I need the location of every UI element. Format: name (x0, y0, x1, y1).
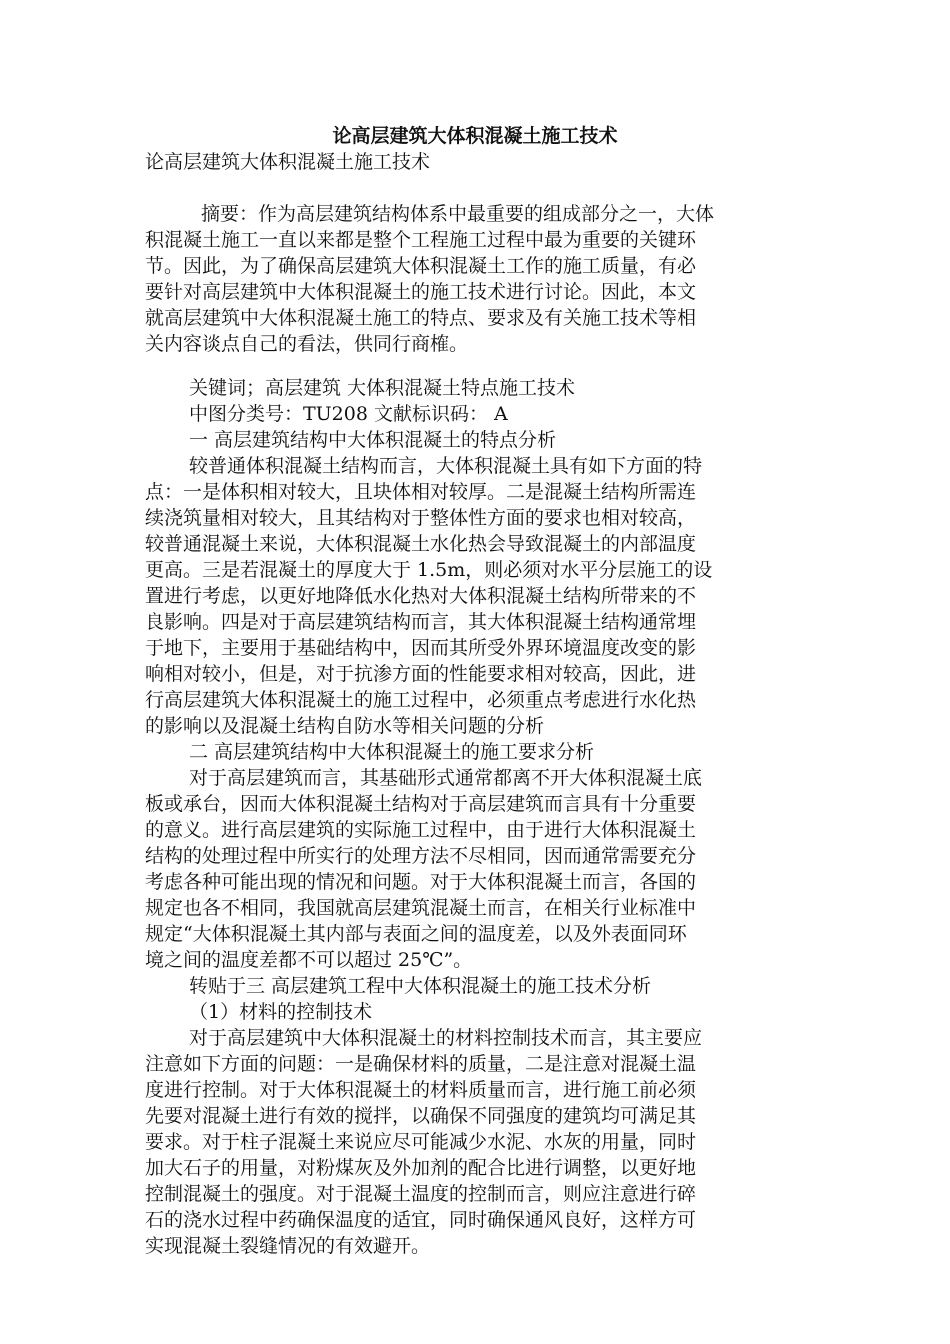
paragraph-line: 石的浇水过程中药确保温度的适宜，同时确保通风良好，这样方可 (145, 1209, 697, 1231)
abstract-line: 要针对高层建筑中大体积混凝土的施工技术进行讨论。因此，本文 (145, 281, 697, 303)
paragraph-line: 于地下，主要用于基础结构中，因而其所受外界环境温度改变的影 (145, 637, 697, 659)
paragraph-line: 对于高层建筑而言，其基础形式通常都离不开大体积混凝土底 (189, 767, 703, 789)
paragraph-line: 规定也各不相同，我国就高层建筑混凝土而言，在相关行业标准中 (145, 897, 697, 919)
paragraph-line: 的影响以及混凝土结构自防水等相关问题的分析 (145, 715, 545, 737)
paragraph-line: 结构的处理过程中所实行的处理方法不尽相同，因而通常需要充分 (145, 845, 697, 867)
paragraph-line: 续浇筑量相对较大，且其结构对于整体性方面的要求也相对较高， (145, 507, 697, 529)
paragraph-line: 较普通混凝土来说，大体积混凝土水化热会导致混凝土的内部温度 (145, 533, 697, 555)
section-heading: 一 高层建筑结构中大体积混凝土的特点分析 (189, 429, 557, 451)
paragraph-line: 加大石子的用量，对粉煤灰及外加剂的配合比进行调整，以更好地 (145, 1157, 697, 1179)
section-heading: 二 高层建筑结构中大体积混凝土的施工要求分析 (189, 741, 595, 763)
paragraph-line: 行高层建筑大体积混凝土的施工过程中，必须重点考虑进行水化热 (145, 689, 697, 711)
paragraph-line: 要求。对于柱子混凝土来说应尽可能减少水泥、水灰的用量，同时 (145, 1131, 697, 1153)
keywords-line: 关键词；高层建筑 大体积混凝土特点施工技术 (189, 377, 576, 399)
abstract-line: 积混凝土施工一直以来都是整个工程施工过程中最为重要的关键环 (145, 229, 697, 251)
paragraph-line: 板或承台，因而大体积混凝土结构对于高层建筑而言具有十分重要 (145, 793, 697, 815)
paragraph-line: 更高。三是若混凝土的厚度大于 1.5m，则必须对水平分层施工的设 (145, 559, 713, 581)
paragraph-line: 控制混凝土的强度。对于混凝土温度的控制而言，则应注意进行碎 (145, 1183, 697, 1205)
paragraph-line: 注意如下方面的问题：一是确保材料的质量，二是注意对混凝土温 (145, 1053, 697, 1075)
abstract-line: 关内容谈点自己的看法，供同行商榷。 (145, 333, 469, 355)
paragraph-line: 考虑各种可能出现的情况和问题。对于大体积混凝土而言，各国的 (145, 871, 697, 893)
abstract-line: 摘要：作为高层建筑结构体系中最重要的组成部分之一，大体 (201, 203, 715, 225)
paragraph-line: 点：一是体积相对较大，且块体相对较厚。二是混凝土结构所需连 (145, 481, 697, 503)
paragraph-line: 对于高层建筑中大体积混凝土的材料控制技术而言，其主要应 (189, 1027, 703, 1049)
document-title: 论高层建筑大体积混凝土施工技术 (332, 125, 618, 147)
paragraph-line: 良影响。四是对于高层建筑结构而言，其大体积混凝土结构通常埋 (145, 611, 697, 633)
paragraph-line: 规定“大体积混凝土其内部与表面之间的温度差，以及外表面同环 (145, 923, 687, 945)
document-subtitle: 论高层建筑大体积混凝土施工技术 (145, 151, 431, 173)
abstract-line: 就高层建筑中大体积混凝土施工的特点、要求及有关施工技术等相 (145, 307, 697, 329)
paragraph-line: 境之间的温度差都不可以超过 25℃”。 (145, 949, 473, 971)
paragraph-line: 先要对混凝土进行有效的搅拌，以确保不同强度的建筑均可满足其 (145, 1105, 697, 1127)
subsection-heading: （1）材料的控制技术 (189, 1001, 373, 1023)
paragraph-line: 置进行考虑，以更好地降低水化热对大体积混凝土结构所带来的不 (145, 585, 697, 607)
abstract-line: 节。因此，为了确保高层建筑大体积混凝土工作的施工质量，有必 (145, 255, 697, 277)
paragraph-line: 实现混凝土裂缝情况的有效避开。 (145, 1235, 431, 1257)
paragraph-line: 较普通体积混凝土结构而言，大体积混凝土具有如下方面的特 (189, 455, 703, 477)
paragraph-line: 响相对较小，但是，对于抗渗方面的性能要求相对较高，因此，进 (145, 663, 697, 685)
classification-line: 中图分类号：TU208 文献标识码： A (189, 403, 508, 425)
section-heading: 转贴于三 高层建筑工程中大体积混凝土的施工技术分析 (189, 975, 652, 997)
paragraph-line: 度进行控制。对于大体积混凝土的材料质量而言，进行施工前必须 (145, 1079, 697, 1101)
paragraph-line: 的意义。进行高层建筑的实际施工过程中，由于进行大体积混凝土 (145, 819, 697, 841)
